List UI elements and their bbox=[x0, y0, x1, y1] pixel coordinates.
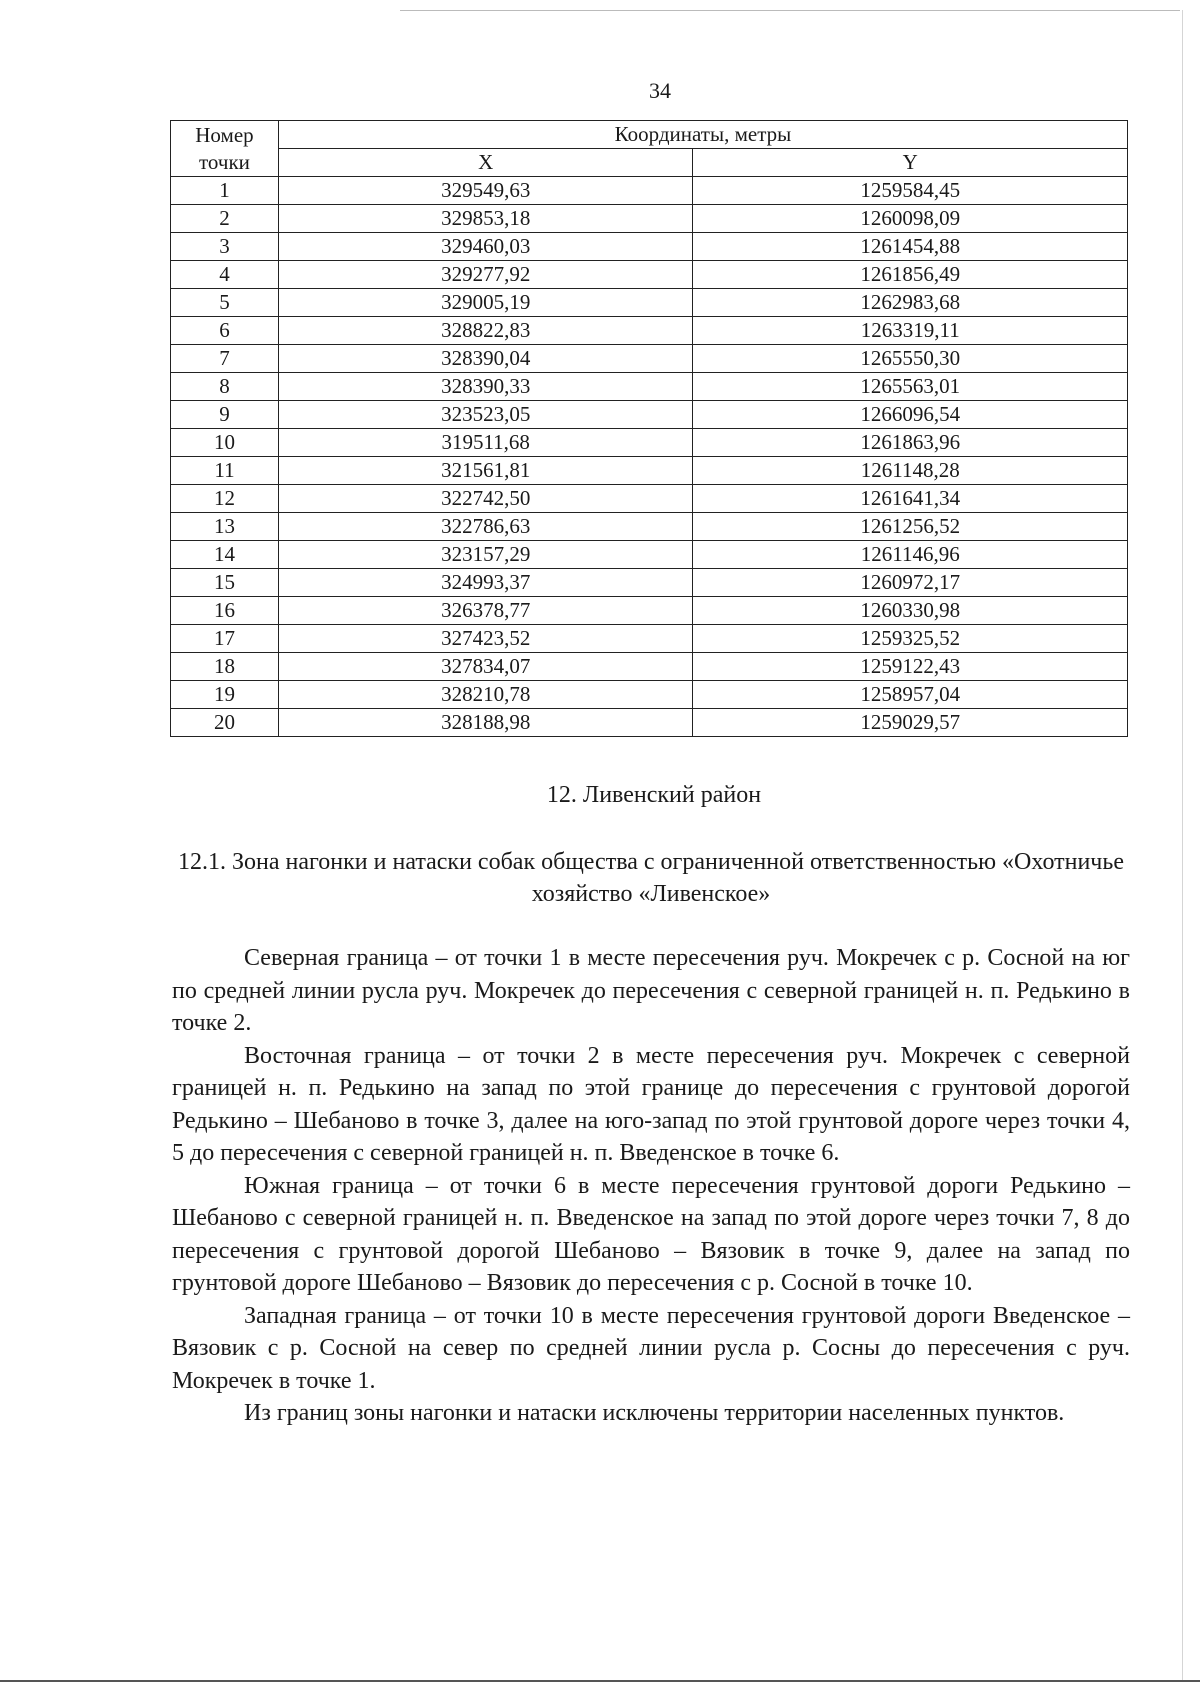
paragraph: Южная граница – от точки 6 в месте пересечения грунтовой дороги Редькино – Шебаново с северной границей н. п. Введенское на запад по этой дороге через точки 7, 8 до пересечения с грунтовой дорогой Шебаново – Вязовик в точке 9, далее на запад по грунтовой дороге Шебаново – Вязовик до пересечения с р. Сосной в точке 10. bbox=[172, 1172, 1130, 1296]
cell-num: 4 bbox=[171, 261, 279, 289]
cell-num: 12 bbox=[171, 485, 279, 513]
cell-x: 323157,29 bbox=[278, 541, 693, 569]
boundary-description bbox=[172, 942, 1130, 1430]
cell-x: 328210,78 bbox=[278, 681, 693, 709]
cell-num: 3 bbox=[171, 233, 279, 261]
section-title: 12. Ливенский район bbox=[546, 782, 762, 808]
cell-num: 1 bbox=[171, 177, 279, 205]
cell-y: 1260098,09 bbox=[693, 205, 1128, 233]
table-row bbox=[171, 401, 1128, 429]
cell-x: 328822,83 bbox=[278, 317, 693, 345]
coordinates-table bbox=[170, 120, 1128, 737]
cell-y: 1265550,30 bbox=[693, 345, 1128, 373]
cell-num: 14 bbox=[171, 541, 279, 569]
cell-x: 322786,63 bbox=[278, 513, 693, 541]
paragraph: Из границ зоны нагонки и натаски исключены территории населенных пунктов. bbox=[244, 1400, 1065, 1426]
cell-num: 6 bbox=[171, 317, 279, 345]
table-row bbox=[171, 373, 1128, 401]
cell-num: 20 bbox=[171, 709, 279, 737]
cell-y: 1262983,68 bbox=[693, 289, 1128, 317]
cell-y: 1263319,11 bbox=[693, 317, 1128, 345]
table-row bbox=[171, 625, 1128, 653]
table-row bbox=[171, 345, 1128, 373]
cell-x: 327834,07 bbox=[278, 653, 693, 681]
cell-num: 10 bbox=[171, 429, 279, 457]
table-row bbox=[171, 513, 1128, 541]
cell-y: 1261863,96 bbox=[693, 429, 1128, 457]
cell-y: 1258957,04 bbox=[693, 681, 1128, 709]
cell-y: 1259584,45 bbox=[693, 177, 1128, 205]
cell-num: 5 bbox=[171, 289, 279, 317]
cell-x: 329005,19 bbox=[278, 289, 693, 317]
cell-num: 8 bbox=[171, 373, 279, 401]
paragraph: Западная граница – от точки 10 в месте пересечения грунтовой дороги Введенское – Вязовик с р. Сосной на север по средней линии русла р. Сосны до пересечения с руч. Мокречек в точке 1. bbox=[172, 1302, 1130, 1394]
table-row bbox=[171, 541, 1128, 569]
cell-y: 1259325,52 bbox=[693, 625, 1128, 653]
table-row bbox=[171, 233, 1128, 261]
cell-x: 324993,37 bbox=[278, 569, 693, 597]
table-row bbox=[171, 205, 1128, 233]
paragraph: Восточная граница – от точки 2 в месте пересечения руч. Мокречек с северной границей н. п. Редькино на запад по этой границе до пересечения с грунтовой дорогой Редькино – Шебаново в точке 3, далее на юго-запад по этой грунтовой дороге через точки 4, 5 до пересечения с северной границей н. п. Введенское в точке 6. bbox=[172, 1042, 1130, 1166]
cell-x: 319511,68 bbox=[278, 429, 693, 457]
table-row bbox=[171, 177, 1128, 205]
cell-num: 2 bbox=[171, 205, 279, 233]
table-row bbox=[171, 709, 1128, 737]
cell-num: 18 bbox=[171, 653, 279, 681]
cell-num: 7 bbox=[171, 345, 279, 373]
cell-y: 1266096,54 bbox=[693, 401, 1128, 429]
cell-y: 1259122,43 bbox=[693, 653, 1128, 681]
table-row bbox=[171, 569, 1128, 597]
cell-num: 15 bbox=[171, 569, 279, 597]
cell-y: 1265563,01 bbox=[693, 373, 1128, 401]
cell-num: 13 bbox=[171, 513, 279, 541]
table-row bbox=[171, 485, 1128, 513]
cell-y: 1261856,49 bbox=[693, 261, 1128, 289]
cell-x: 322742,50 bbox=[278, 485, 693, 513]
scan-border-bottom bbox=[0, 1680, 1200, 1682]
scan-border-right bbox=[1182, 10, 1183, 1680]
table-row bbox=[171, 261, 1128, 289]
cell-x: 321561,81 bbox=[278, 457, 693, 485]
x-column-header: X bbox=[278, 149, 693, 177]
coordinates-header: Координаты, метры bbox=[278, 121, 1127, 149]
cell-x: 327423,52 bbox=[278, 625, 693, 653]
cell-y: 1261146,96 bbox=[693, 541, 1128, 569]
y-column-header: Y bbox=[693, 149, 1128, 177]
scan-border-top bbox=[400, 10, 1180, 11]
coordinates-table-body bbox=[171, 177, 1128, 737]
cell-num: 19 bbox=[171, 681, 279, 709]
table-row bbox=[171, 429, 1128, 457]
cell-y: 1261454,88 bbox=[693, 233, 1128, 261]
cell-y: 1261148,28 bbox=[693, 457, 1128, 485]
table-row bbox=[171, 653, 1128, 681]
table-row bbox=[171, 681, 1128, 709]
cell-x: 328390,04 bbox=[278, 345, 693, 373]
cell-x: 328390,33 bbox=[278, 373, 693, 401]
page-number: 34 bbox=[649, 78, 671, 103]
table-row bbox=[171, 289, 1128, 317]
cell-num: 9 bbox=[171, 401, 279, 429]
cell-x: 323523,05 bbox=[278, 401, 693, 429]
cell-x: 329549,63 bbox=[278, 177, 693, 205]
cell-y: 1260972,17 bbox=[693, 569, 1128, 597]
table-row bbox=[171, 457, 1128, 485]
cell-num: 16 bbox=[171, 597, 279, 625]
cell-x: 329853,18 bbox=[278, 205, 693, 233]
point-number-header: Номер точки bbox=[171, 121, 279, 177]
cell-x: 328188,98 bbox=[278, 709, 693, 737]
cell-y: 1261641,34 bbox=[693, 485, 1128, 513]
paragraph: Северная граница – от точки 1 в месте пересечения руч. Мокречек с р. Сосной на юг по средней линии русла руч. Мокречек до пересечения с северной границей н. п. Редькино в точке 2. bbox=[172, 945, 1130, 1036]
cell-x: 326378,77 bbox=[278, 597, 693, 625]
subsection-title: 12.1. Зона нагонки и натаски собак общества с ограниченной ответственностью «Охотничье хозяйство «Ливенское» bbox=[178, 849, 1124, 907]
cell-x: 329277,92 bbox=[278, 261, 693, 289]
cell-num: 17 bbox=[171, 625, 279, 653]
cell-y: 1260330,98 bbox=[693, 597, 1128, 625]
table-row bbox=[171, 317, 1128, 345]
table-row bbox=[171, 597, 1128, 625]
cell-num: 11 bbox=[171, 457, 279, 485]
cell-y: 1259029,57 bbox=[693, 709, 1128, 737]
cell-x: 329460,03 bbox=[278, 233, 693, 261]
cell-y: 1261256,52 bbox=[693, 513, 1128, 541]
